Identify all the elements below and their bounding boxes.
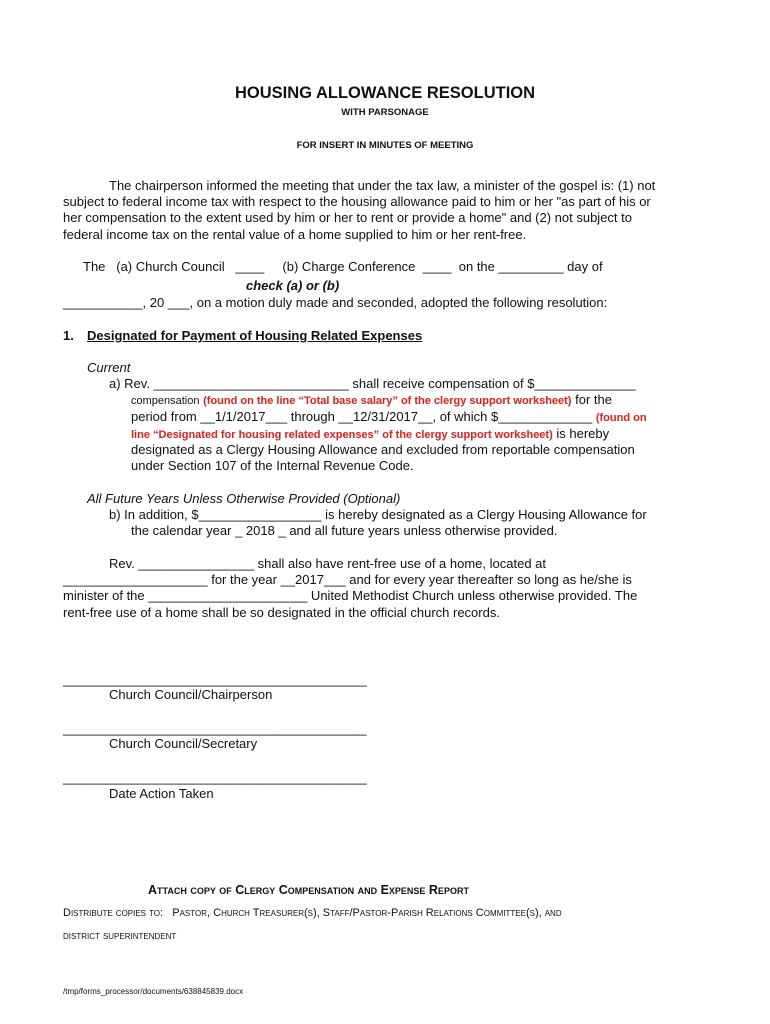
page-title: HOUSING ALLOWANCE RESOLUTION: [234, 84, 536, 102]
is-hereby-text: is hereby: [556, 426, 610, 441]
period-end-date: __12/31/2017__: [338, 409, 433, 424]
insert-note: FOR INSERT IN MINUTES OF MEETING: [296, 140, 474, 151]
for-the-year-text: ____________________ for the year: [63, 572, 277, 587]
all-future-years-text: and all future years unless otherwise provided.: [289, 523, 558, 538]
compensation-word: compensation: [131, 395, 200, 407]
rev-line-3: minister of the ______________________ United Methodist Church unless otherwise provided. The: [63, 588, 638, 603]
signature-line-date: __________________________________________: [63, 770, 367, 785]
rent-free-year-value: __2017___: [280, 572, 346, 587]
attach-note: Attach copy of Clergy Compensation and Expense Report: [148, 883, 469, 897]
item-a-line-1: a) Rev. ___________________________ shall receive compensation of $______________: [109, 376, 636, 391]
meeting-line-1: The (a) Church Council ____ (b) Charge Conference ____ on the _________ day of: [83, 259, 603, 274]
meeting-line-2: ___________, 20 ___, on a motion duly made and seconded, adopted the following resolution:: [63, 295, 608, 310]
signature-label-secretary: Church Council/Secretary: [109, 736, 258, 751]
item-a-line-2: [131, 392, 612, 409]
item-a-line-6: under Section 107 of the Internal Revenue Code.: [131, 458, 414, 473]
rev-line-1: Rev. ________________ shall also have rent-free use of a home, located at: [109, 556, 547, 571]
distribute-line-1: Distribute copies to: Pastor, Church Treasurer(s), Staff/Pastor-Parish Relations Committee(s), and: [63, 907, 562, 919]
signature-label-date: Date Action Taken: [109, 786, 214, 801]
check-note: check (a) or (b): [246, 278, 340, 293]
signature-line-secretary: __________________________________________: [63, 721, 367, 736]
item-a-line-4: [131, 426, 609, 443]
distribute-line-2: district superintendent: [63, 930, 177, 942]
intro-line-3: her compensation to the extent used by him or her to rent or provide a home" and (2) not subject to: [63, 210, 632, 225]
found-on-note: (found on: [595, 412, 647, 424]
through-text: through: [290, 409, 335, 424]
for-the-text: for the: [575, 392, 612, 407]
calendar-year-value: _ 2018 _: [235, 523, 286, 538]
period-start-date: __1/1/2017___: [200, 409, 288, 424]
every-year-text: and for every year thereafter so long as he/she is: [349, 572, 632, 587]
intro-line-2: subject to federal income tax with respect to the housing allowance paid to him or her "as part of his or: [63, 194, 651, 209]
of-which-text: , of which $_____________: [432, 409, 593, 424]
intro-line-1: The chairperson informed the meeting that under the tax law, a minister of the gospel is: (1) not: [109, 178, 656, 193]
section-number: 1.: [63, 328, 74, 343]
rev-line-2: [63, 572, 632, 588]
calendar-year-text: the calendar year: [131, 523, 232, 538]
page-subtitle: WITH PARSONAGE: [341, 107, 429, 118]
current-label: Current: [87, 360, 131, 375]
housing-expenses-note: line “Designated for housing related expenses” of the clergy support worksheet): [131, 429, 553, 441]
intro-line-4: federal income tax on the rental value of a home supplied to him or her rent-free.: [63, 227, 527, 242]
signature-label-chairperson: Church Council/Chairperson: [109, 687, 273, 702]
total-base-salary-note: (found on the line “Total base salary” of the clergy support worksheet): [203, 395, 572, 407]
section-heading: Designated for Payment of Housing Related Expenses: [87, 328, 423, 343]
file-path: /tmp/forms_processor/documents/638845839.docx: [63, 987, 244, 996]
future-years-label: All Future Years Unless Otherwise Provided (Optional): [87, 491, 401, 506]
rev-line-4: rent-free use of a home shall be so designated in the official church records.: [63, 605, 500, 620]
item-a-line-5: designated as a Clergy Housing Allowance and excluded from reportable compensation: [131, 442, 635, 457]
item-b-line-2: [131, 523, 557, 539]
item-b-line-1: b) In addition, $_________________ is hereby designated as a Clergy Housing Allowance for: [109, 507, 647, 522]
period-from-text: period from: [131, 409, 197, 424]
item-a-line-3: [131, 409, 647, 426]
signature-line-chairperson: __________________________________________: [63, 672, 367, 687]
